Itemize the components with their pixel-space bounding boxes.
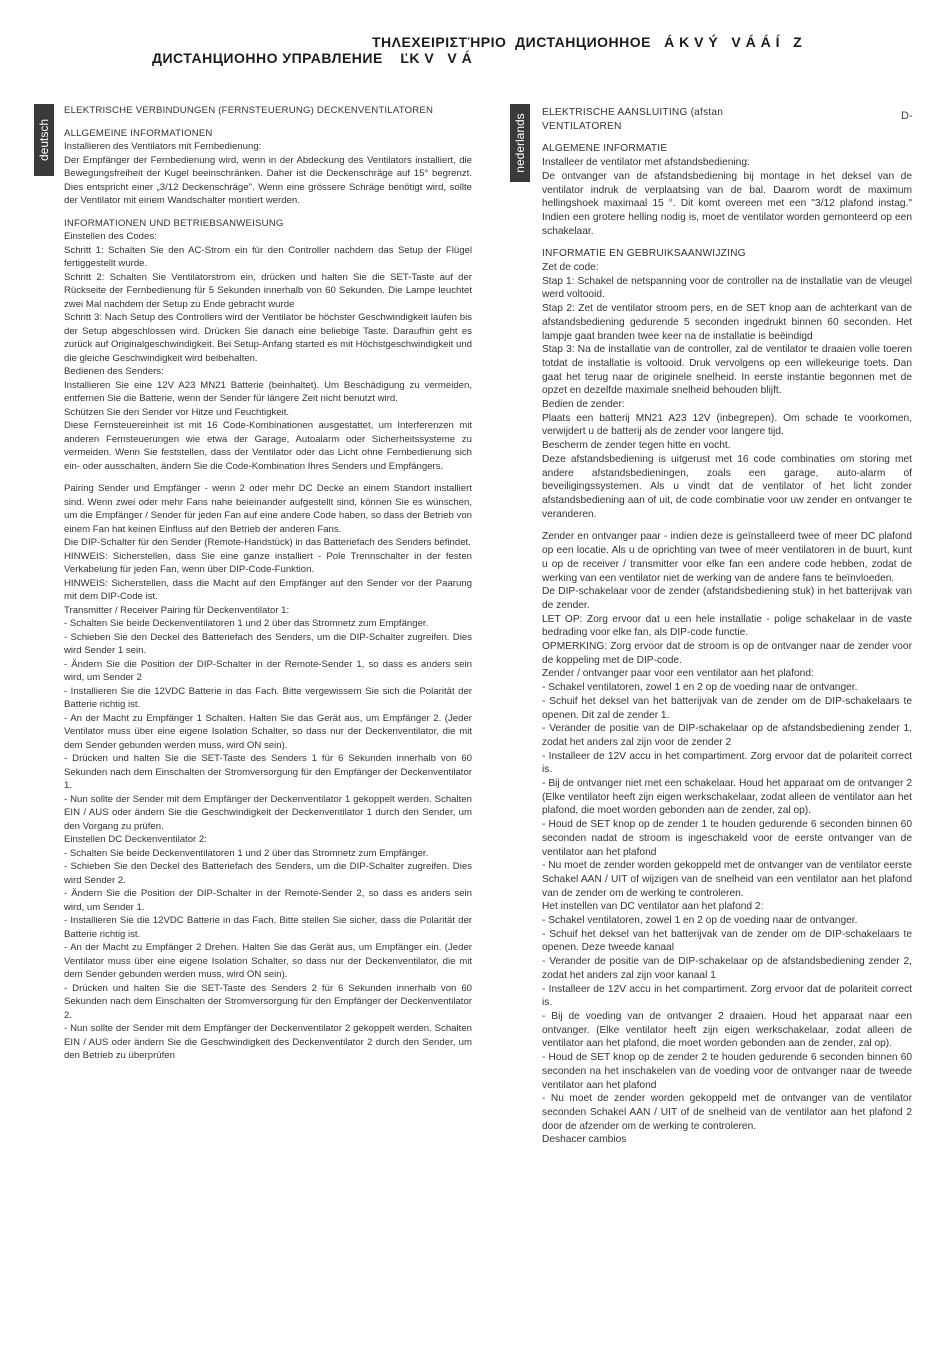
paragraph: Deshacer cambios — [542, 1134, 627, 1146]
paragraph: Schritt 3: Nach Setup des Controllers wird der Ventilator be höchster Geschwindigkeit laufen bis der Setup abgeschlossen wird. Drücken Sie danach eine beliebige Taste. Daraufhin geht es zurück auf Originalgeschwindigkeit. Bei Setup-Anfang started es mit Höchstgeschwindigkeit und die gleiche Geschwindigkeit wird beibehalten. — [64, 312, 472, 364]
paragraph: - Ändern Sie die Position der DIP-Schalter in der Remote-Sender 2, so dass es anders sein wird, um Sender 1. — [64, 888, 472, 913]
paragraph: - Schuif het deksel van het batterijvak van de zender om de DIP-schakelaars te openen. Deze tweede kanaal — [542, 928, 912, 954]
paragraph: - Drücken und halten Sie die SET-Taste des Senders 1 für 6 Sekunden innerhalb von 60 Sekunden nach dem Einschalten der Stromversorgung für den Empfänger der Deckenventilator 1. — [64, 753, 472, 791]
paragraph: Einstellen des Codes: — [64, 231, 157, 242]
paragraph: - Nu moet de zender worden gekoppeld met de ontvanger van de ventilator seconden Schakel AAN / UIT of de snelheid van de ventilator aan het plafond 2 door de afzender om de werking te controleren. — [542, 1093, 912, 1132]
paragraph: Pairing Sender und Empfänger - wenn 2 oder mehr DC Decke an einem Standort installiert sind. Wenn zwei oder mehr Fans nahe beieinander aufgestellt sind, können Sie es wünschen, um die Empfänger / Sender für jeden Fan auf eine andere Code haben, so dass der Betrieb von einem Fan hat keinen Einfluss auf den Betrieb der anderen Fans. — [64, 483, 472, 535]
header-line-2: ДИСТАНЦИОННО УПРАВЛЕНИЕ ĽK V V Á — [152, 50, 473, 66]
nederlands-column — [542, 106, 912, 1147]
paragraph: - Installieren Sie die 12VDC Batterie in das Fach. Bitte vergewissern Sie sich die Polarität der Batterie richtig ist. — [64, 685, 472, 710]
paragraph: Zet de code: — [542, 262, 599, 274]
paragraph: Schützen Sie den Sender vor Hitze und Feuchtigkeit. — [64, 406, 290, 418]
paragraph: Installieren Sie eine 12V A23 MN21 Batterie (beinhaltet). Um Beschädigung zu vermeiden, entfernen Sie die Batterie, wenn der Sender für längere Zeit nicht benutzt wird. — [64, 379, 472, 404]
paragraph: Zender en ontvanger paar - indien deze is geïnstalleerd twee of meer DC plafond op een locatie. Als u de oprichting van twee of meer ventilatoren in de buurt, kunt u op de receiver / transmitter voor elke fan een andere code hebben, zodat de werking van een ventilator niet de werking van de andere fans te beïnvloeden. — [542, 531, 912, 584]
paragraph: Bedien de zender: — [542, 399, 625, 411]
paragraph: - Schalten Sie beide Deckenventilatoren 1 und 2 über das Stromnetz zum Empfänger. — [64, 847, 429, 859]
paragraph: - Installieren Sie die 12VDC Batterie in das Fach. Bitte stellen Sie sicher, dass die Polarität der Batterie richtig ist. — [64, 915, 472, 940]
paragraph: Diese Fernsteuereinheit ist mit 16 Code-Kombinationen ausgestattet, um Interferenzen mit anderen Fernsteuerungen wie etwa der Garage, Autoalarm oder Sicherheitssysteme zu vermeiden. Wenn Sie feststellen, dass der Ventilator oder das Licht ohne Fernbedienung sich ein- oder ausschalten, ändern Sie die Code-Kombination Ihres Senders und Empfängers. — [64, 420, 472, 472]
paragraph: - Installeer de 12V accu in het compartiment. Zorg ervoor dat de polariteit correct is. — [542, 983, 912, 1009]
language-tab-nederlands — [510, 104, 530, 182]
deutsch-column — [64, 104, 472, 1063]
paragraph: - Bij de voeding van de ontvanger 2 draaien. Houd het apparaat naar een ontvanger. (Elke ventilator heeft zijn eigen werkschakelaar, zodat alleen de ventilator aan het plafond, die moet worden gebonden aan de zender, zal op). — [542, 1011, 912, 1050]
paragraph: Stap 3: Na de installatie van de controller, zal de ventilator te draaien volle toeren totdat de installatie is voltooid. Druk vervolgens op een willekeurige toets. Dan gaat het terug naar de originele snelheid. In eerste instantie begonnen met de opzet en dezelfde maximale snelheid behouden blijft. — [542, 344, 912, 397]
paragraph: - Houd de SET knop op de zender 2 te houden gedurende 6 seconden binnen 60 seconden na het inschakelen van de voeding voor de ontvanger naar de tweede ventilator aan het plafond — [542, 1052, 912, 1091]
section-title: ELEKTRISCHE VERBINDUNGEN (FERNSTEUERUNG) DECKENVENTILATOREN — [64, 105, 434, 116]
paragraph: De ontvanger van de afstandsbediening bij montage in het deksel van de ventilator indruk de verplaatsing van de bal. Daarom wordt de maximum hellingshoek maximaal 15 °. Dit komt overeen met een "3/12 plafond instag." Indien een grotere helling nodig is, moet de ventilator worden gemonteerd op een schakelaar. — [542, 170, 912, 237]
paragraph: - An der Macht zu Empfänger 2 Drehen. Halten Sie das Gerät aus, um Empfänger ein. (Jeder Ventilator muss über eine eigene Isolation Schalter, so dass nur der Deckenventilator, die mit dem Sender gebunden werden muss, wird ON sein). — [64, 942, 472, 980]
paragraph: Het instellen van DC ventilator aan het plafond 2: — [542, 901, 764, 913]
section-heading: ALLGEMEINE INFORMATIONEN — [64, 127, 213, 139]
paragraph: - Schieben Sie den Deckel des Batteriefach des Senders, um die DIP-Schalter zugreifen. Dies wird Sender 1 sein. — [64, 631, 472, 656]
paragraph: Einstellen DC Deckenventilator 2: — [64, 834, 207, 845]
paragraph: Deze afstandsbediening is uitgerust met 16 code combinaties om storing met andere afstandsbedieningen, zoals een garage, auto-alarm of beveiligingssystemen. Als u vindt dat de ventilator of het licht zonder afstandsbediening aan of uit, de code combinatie voor uw zender en ontvanger te veranderen. — [542, 453, 912, 520]
paragraph: - An der Macht zu Empfänger 1 Schalten. Halten Sie das Gerät aus, um Empfänger 2. (Jeder Ventilator muss über eine eigene Isolation Schalter, so dass nur der Deckenventilator, die mit dem Sender gebunden werden muss, wird ON sein). — [64, 712, 472, 751]
paragraph: - Bij de ontvanger niet met een schakelaar. Houd het apparaat om de ontvanger 2 (Elke ventilator heeft zijn eigen werkschakelaar, zodat alleen de ventilator aan het plafond, die moet worden gebonden aan de zender, zal op). — [542, 778, 912, 817]
paragraph: - Verander de positie van de DIP-schakelaar op de afstandsbediening zender 1, zodat het anders zal zijn voor de zender 2 — [542, 723, 912, 748]
paragraph: - Drücken und halten Sie die SET-Taste des Senders 2 für 6 Sekunden innerhalb von 60 Sekunden nach dem Einschalten der Stromversorgung für den Empfänger der Deckenventilator 2. — [64, 982, 472, 1021]
section-title-tail: VENTILATOREN — [542, 120, 622, 132]
paragraph: - Schieben Sie den Deckel des Batteriefach des Senders, um die DIP-Schalter zugreifen. Dies wird Sender 2. — [64, 861, 472, 886]
paragraph: OPMERKING: Zorg ervoor dat de stroom is op de ontvanger naar de zender voor de koppeling met de DIP-code. — [542, 641, 912, 666]
title-mark: D- — [901, 110, 913, 122]
paragraph: Bedienen des Senders: — [64, 366, 164, 377]
paragraph: - Nu moet de zender worden gekoppeld met de ontvanger van de ventilator eerste Schakel AAN / UIT of wijzigen van de snelheid van een ventilator aan het plafond van de zender om de werking te controleren. — [542, 860, 912, 899]
paragraph: Installeer de ventilator met afstandsbediening: — [542, 157, 750, 169]
paragraph: - Houd de SET knop op de zender 1 te houden gedurende 6 seconden binnen 60 seconden nadat de stroom is ingeschakeld voor de eerste ontvanger van de ventilator aan het plafond — [542, 819, 912, 858]
paragraph: Schritt 2: Schalten Sie Ventilatorstrom ein, drücken und halten Sie die SET-Taste auf der Rückseite der Fernbedienung für 5 Sekunden innerhalb von 60 Sekunden. Die Lampe leuchtet zwei Mal nachdem der Setup zu Ende gebracht wurde — [64, 271, 472, 310]
paragraph: Schritt 1: Schalten Sie den AC-Strom ein für den Controller nachdem das Setup der Flügel fertiggestellt wurde. — [64, 244, 472, 269]
paragraph: Stap 2: Zet de ventilator stroom pers, en de SET knop aan de achterkant van de afstandsbediening gedurende 5 seconden ingedrukt binnen 60 seconden. Het lampje gaat branden twee keer na de installatie is beëindigd — [542, 303, 912, 342]
language-tab-label: deutsch — [37, 118, 51, 162]
paragraph: - Schalten Sie beide Deckenventilatoren 1 und 2 über das Stromnetz zum Empfänger. — [64, 618, 429, 629]
paragraph: - Verander de positie van de DIP-schakelaar op de afstandsbediening zender 2, zodat het anders zal zijn voor kanaal 1 — [542, 956, 912, 981]
paragraph: HINWEIS: Sicherstellen, dass die Macht auf den Empfänger auf den Sender vor der Paarung mit dem DIP-Code ist. — [64, 577, 472, 602]
paragraph: Der Empfänger der Fernbedienung wird, wenn in der Abdeckung des Ventilators installiert, die Bewegungsfreiheit der Kugel beeinschränken. Daher ist die Deckenschräge auf 15° begrenzt. Dies entspricht einer „3/12 Deckenschräge". Wenn eine grössere Schräge benötigt wird, sollte der Ventilator mit einem Wandschalter montiert werden. — [64, 154, 472, 206]
paragraph: - Ändern Sie die Position der DIP-Schalter in der Remote-Sender 1, so dass es anders sein wird, um Sender 2 — [64, 658, 472, 683]
header-line-1: ΤΗΛΕΧΕΙΡΙΣΤΉΡΙΟ ДИСТАНЦИОННОЕ Á K V Ý V Á Á Í Z — [372, 34, 803, 50]
paragraph: - Nun sollte der Sender mit dem Empfänger der Deckenventilator 2 gekoppelt werden. Schalten EIN / AUS oder ändern Sie die Geschwindigkeit des Deckenventilator 2 durch den Sender, um den Betrieb zu überprüfen — [64, 1023, 472, 1061]
paragraph: Plaats een batterij MN21 A23 12V (inbegrepen). Om schade te voorkomen, verwijdert u de batterij als de zender voor langere tijd. — [542, 412, 912, 438]
paragraph: - Installeer de 12V accu in het compartiment. Zorg ervoor dat de polariteit correct is. — [542, 750, 912, 776]
paragraph: Die DIP-Schalter für den Sender (Remote-Handstück) in das Batteriefach des Senders befindet. — [64, 537, 471, 548]
paragraph: Transmitter / Receiver Pairing für Deckenventilator 1: — [64, 604, 290, 616]
paragraph: Stap 1: Schakel de netspanning voor de controller na de installatie van de vleugel werd voltooid. — [542, 275, 912, 301]
paragraph: Bescherm de zender tegen hitte en vocht. — [542, 440, 731, 452]
section-heading: INFORMATIONEN UND BETRIEBSANWEISUNG — [64, 217, 284, 229]
language-tab-label: nederlands — [513, 113, 527, 173]
paragraph: Zender / ontvanger paar voor een ventilator aan het plafond: — [542, 668, 814, 680]
paragraph: - Schakel ventilatoren, zowel 1 en 2 op de voeding naar de ontvanger. — [542, 682, 858, 694]
section-title: ELEKTRISCHE AANSLUITING (afstan — [542, 107, 724, 118]
language-tab-deutsch — [34, 104, 54, 176]
paragraph: - Nun sollte der Sender mit dem Empfänger der Deckenventilator 1 gekoppelt werden. Schalten EIN / AUS oder ändern Sie die Geschwindigkeit der Deckenventilator 1 durch den Sender, um den Vorgang zu prüfen. — [64, 793, 472, 832]
paragraph: De DIP-schakelaar voor de zender (afstandsbediening stuk) in het batterijvak van de zender. — [542, 586, 912, 611]
paragraph: LET OP: Zorg ervoor dat u een hele installatie - polige schakelaar in de vaste bedrading voor elke fan, als DIP-code functie. — [542, 613, 912, 639]
paragraph: HINWEIS: Sicherstellen, dass Sie eine ganze installiert - Pole Trennschalter in der festen Verkabelung für jeden Fan, wenn über DIP-Code-Funktion. — [64, 550, 472, 575]
paragraph: - Schuif het deksel van het batterijvak van de zender om de DIP-schakelaars te openen. Dit zal de zender 1. — [542, 695, 912, 721]
section-heading: INFORMATIE EN GEBRUIKSAANWIJZING — [542, 248, 746, 260]
section-heading: ALGEMENE INFORMATIE — [542, 143, 668, 155]
paragraph: - Schakel ventilatoren, zowel 1 en 2 op de voeding naar de ontvanger. — [542, 915, 858, 927]
paragraph: Installieren des Ventilators mit Fernbedienung: — [64, 141, 262, 152]
